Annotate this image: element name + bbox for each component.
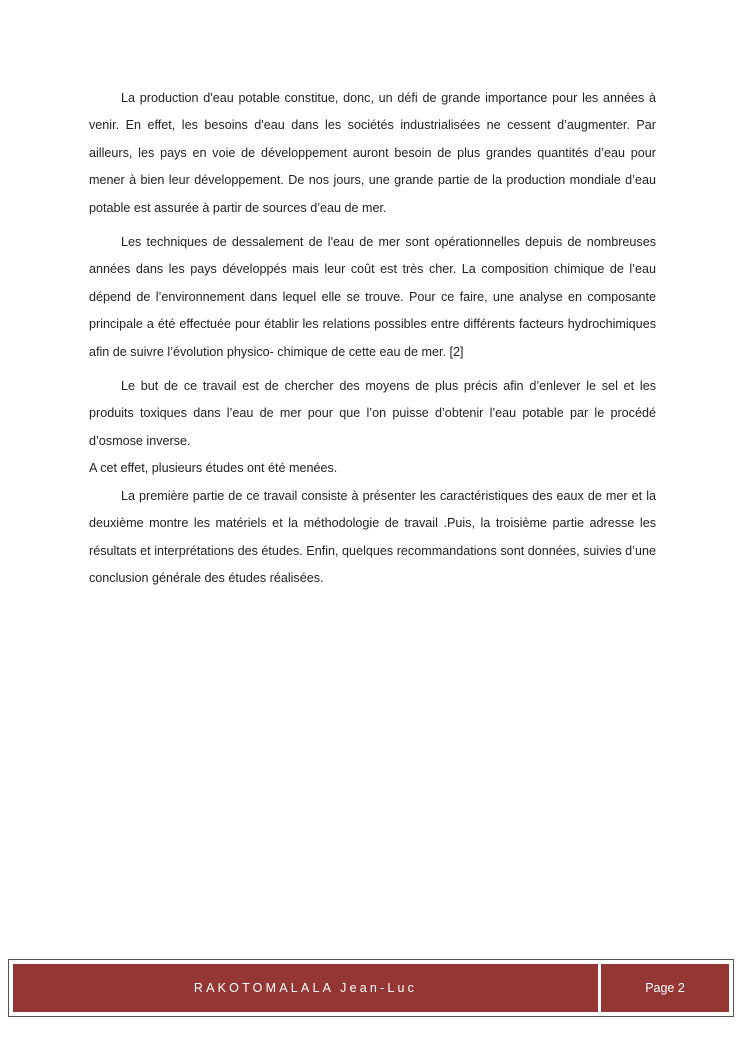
- paragraph-objective: Le but de ce travail est de chercher des moyens de plus précis afin d’enlever le sel et les produits toxiques dans l’eau de mer pour que l’on puisse d’obtenir l’eau potable par le procédé d’osmose inverse.: [89, 379, 656, 448]
- page-footer: [8, 959, 734, 1017]
- paragraph-studies: A cet effet, plusieurs études ont été menées.: [89, 461, 338, 476]
- footer-page-number: Page 2: [601, 964, 729, 1012]
- footer-author: RAKOTOMALALA Jean-Luc: [13, 964, 598, 1012]
- document-body: [89, 85, 656, 592]
- paragraph-outline: La première partie de ce travail consiste à présenter les caractéristiques des eaux de mer et la deuxième montre les matériels et la méthodologie de travail .Puis, la troisième partie adresse les résultats et interprétations des études. Enfin, quelques recommandations sont données, suivies d’une conclusion générale des études réalisées.: [89, 488, 656, 585]
- paragraph-desalination: Les techniques de dessalement de l'eau de mer sont opérationnelles depuis de nombreuses années dans les pays développés mais leur coût est très cher. La composition chimique de l’eau dépend de l’environnement dans lequel elle se trouve. Pour ce faire, une analyse en composante principale a été effectuée pour établir les relations possibles entre différents facteurs hydrochimiques afin de suivre l’évolution physico- chimique de cette eau de mer. [2]: [89, 235, 656, 359]
- paragraph-intro: La production d'eau potable constitue, donc, un défi de grande importance pour les années à venir. En effet, les besoins d'eau dans les sociétés industrialisées ne cessent d’augmenter. Par ailleurs, les pays en voie de développement auront besoin de plus grandes quantités d’eau pour mener à bien leur développement. De nos jours, une grande partie de la production mondiale d’eau potable est assurée à partir de sources d’eau de mer.: [89, 91, 656, 215]
